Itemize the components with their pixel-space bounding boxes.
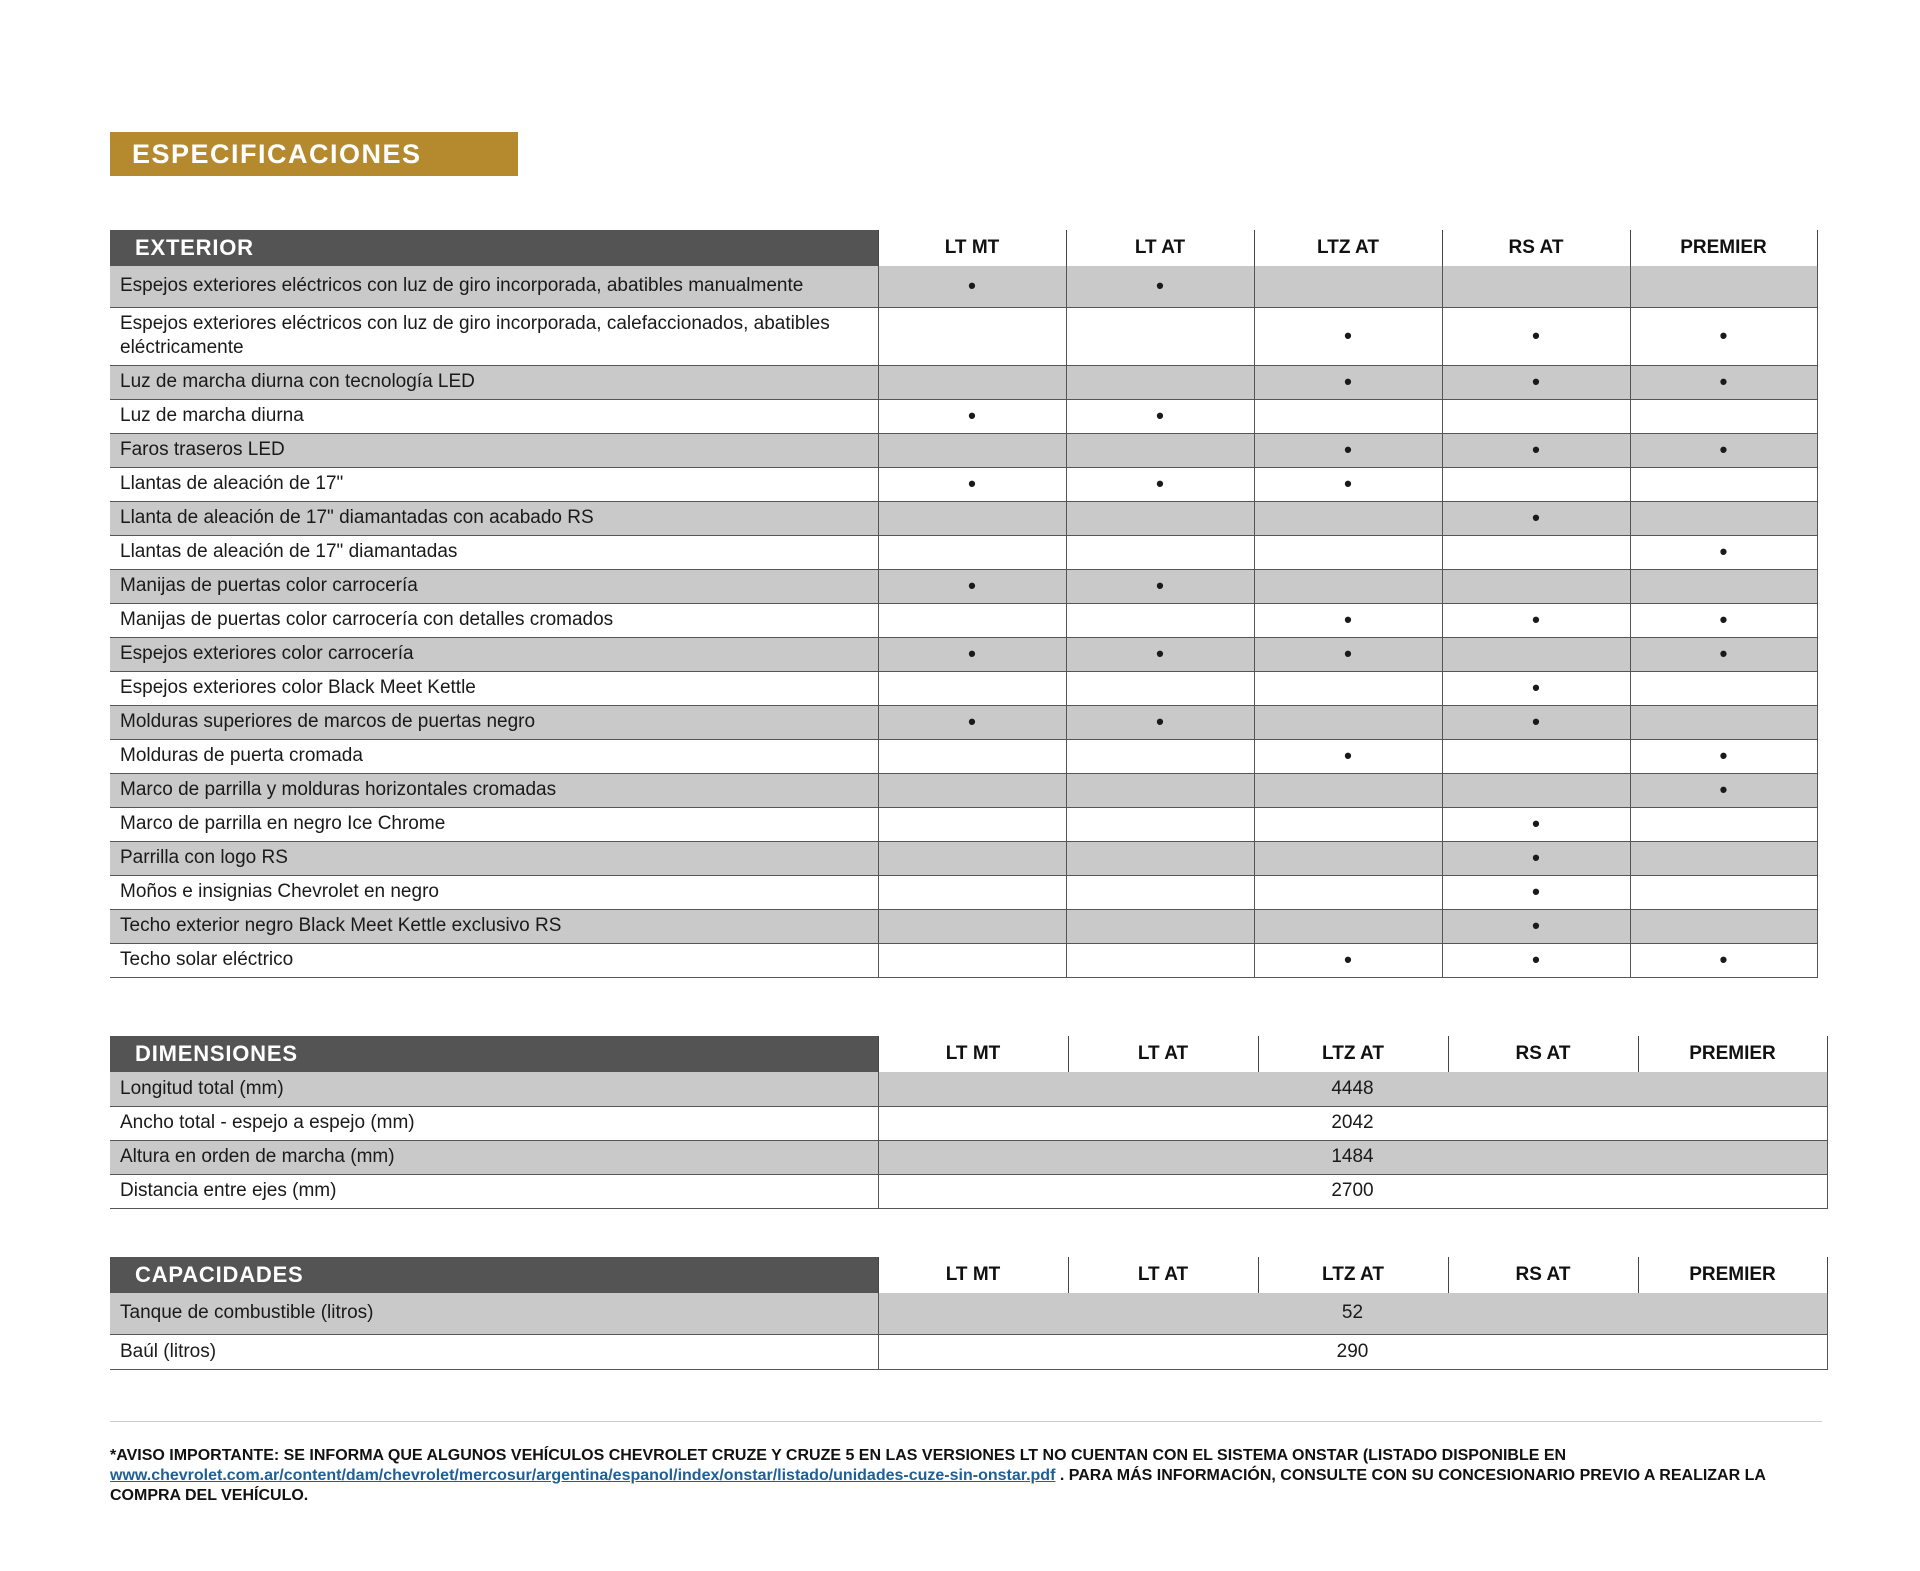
- availability-mark: [1254, 773, 1442, 807]
- availability-mark: •: [878, 705, 1066, 739]
- availability-mark: [1254, 266, 1442, 307]
- dimensiones-header-row: [110, 1036, 1827, 1072]
- table-row: [110, 705, 1817, 739]
- table-row: [110, 909, 1817, 943]
- availability-mark: [1630, 671, 1817, 705]
- availability-mark: •: [1066, 467, 1254, 501]
- table-row: [110, 875, 1817, 909]
- availability-mark: •: [1442, 365, 1630, 399]
- dimension-label: Longitud total (mm): [110, 1072, 878, 1106]
- column-header-lt-at: LT AT: [1068, 1036, 1258, 1072]
- availability-mark: [1630, 266, 1817, 307]
- dimension-value: 1484: [878, 1140, 1827, 1174]
- dimension-label: Distancia entre ejes (mm): [110, 1174, 878, 1208]
- availability-mark: [878, 943, 1066, 977]
- availability-mark: [1066, 365, 1254, 399]
- exterior-title: EXTERIOR: [110, 230, 878, 266]
- availability-mark: •: [1630, 433, 1817, 467]
- column-header-rs-at: RS AT: [1448, 1036, 1638, 1072]
- availability-mark: [1442, 773, 1630, 807]
- column-header-premier: PREMIER: [1630, 230, 1817, 266]
- availability-mark: •: [1630, 535, 1817, 569]
- table-row: [110, 1106, 1827, 1140]
- availability-mark: [1442, 739, 1630, 773]
- feature-label: Techo solar eléctrico: [110, 943, 878, 977]
- capacity-label: Tanque de combustible (litros): [110, 1293, 878, 1334]
- availability-mark: •: [1254, 943, 1442, 977]
- availability-mark: •: [1442, 501, 1630, 535]
- column-header-premier: PREMIER: [1638, 1036, 1827, 1072]
- dimension-value: 2700: [878, 1174, 1827, 1208]
- availability-mark: [878, 909, 1066, 943]
- dimension-value: 2042: [878, 1106, 1827, 1140]
- column-header-lt-at: LT AT: [1068, 1257, 1258, 1293]
- capacity-value: 52: [878, 1293, 1827, 1334]
- onstar-list-link[interactable]: www.chevrolet.com.ar/content/dam/chevrolet/mercosur/argentina/espanol/index/onstar/listado/unidades-cuze-sin-onstar.pdf: [110, 1467, 1056, 1484]
- availability-mark: [1066, 535, 1254, 569]
- table-row: [110, 1293, 1827, 1334]
- availability-mark: [1254, 705, 1442, 739]
- availability-mark: •: [878, 266, 1066, 307]
- availability-mark: •: [1066, 637, 1254, 671]
- availability-mark: [1442, 535, 1630, 569]
- column-header-rs-at: RS AT: [1448, 1257, 1638, 1293]
- exterior-header-row: [110, 230, 1817, 266]
- feature-label: Llantas de aleación de 17": [110, 467, 878, 501]
- section-banner: ESPECIFICACIONES: [110, 132, 518, 176]
- availability-mark: [1066, 501, 1254, 535]
- dimension-label: Altura en orden de marcha (mm): [110, 1140, 878, 1174]
- feature-label: Luz de marcha diurna con tecnología LED: [110, 365, 878, 399]
- availability-mark: •: [1442, 841, 1630, 875]
- capacidades-header-row: [110, 1257, 1827, 1293]
- availability-mark: [1254, 569, 1442, 603]
- availability-mark: •: [1254, 433, 1442, 467]
- availability-mark: •: [1254, 637, 1442, 671]
- dimension-label: Ancho total - espejo a espejo (mm): [110, 1106, 878, 1140]
- important-notice: [110, 1446, 1830, 1506]
- availability-mark: •: [1442, 671, 1630, 705]
- availability-mark: •: [1442, 875, 1630, 909]
- availability-mark: [1254, 807, 1442, 841]
- availability-mark: [878, 739, 1066, 773]
- availability-mark: [1066, 307, 1254, 365]
- availability-mark: [1066, 603, 1254, 637]
- availability-mark: •: [1630, 603, 1817, 637]
- availability-mark: [878, 773, 1066, 807]
- availability-mark: •: [1630, 307, 1817, 365]
- availability-mark: [1630, 841, 1817, 875]
- notice-text-after: . PARA MÁS INFORMACIÓN, CONSULTE CON SU CONCESIONARIO PREVIO A REALIZAR LA COMPRA DEL VEHÍCULO.: [110, 1467, 1766, 1504]
- availability-mark: •: [1442, 705, 1630, 739]
- availability-mark: [1254, 535, 1442, 569]
- table-row: [110, 637, 1817, 671]
- footer-divider: [110, 1421, 1822, 1422]
- dimension-value: 4448: [878, 1072, 1827, 1106]
- availability-mark: •: [1254, 365, 1442, 399]
- exterior-table: [110, 230, 1818, 978]
- availability-mark: [878, 501, 1066, 535]
- table-row: [110, 841, 1817, 875]
- feature-label: Faros traseros LED: [110, 433, 878, 467]
- availability-mark: •: [878, 637, 1066, 671]
- availability-mark: [1066, 739, 1254, 773]
- column-header-lt-mt: LT MT: [878, 230, 1066, 266]
- table-row: [110, 807, 1817, 841]
- feature-label: Llantas de aleación de 17" diamantadas: [110, 535, 878, 569]
- availability-mark: [1442, 399, 1630, 433]
- availability-mark: [1254, 841, 1442, 875]
- feature-label: Manijas de puertas color carrocería con detalles cromados: [110, 603, 878, 637]
- availability-mark: [878, 307, 1066, 365]
- capacity-label: Baúl (litros): [110, 1334, 878, 1369]
- availability-mark: [1442, 467, 1630, 501]
- table-row: [110, 1334, 1827, 1369]
- availability-mark: [1066, 909, 1254, 943]
- availability-mark: •: [1442, 909, 1630, 943]
- feature-label: Molduras de puerta cromada: [110, 739, 878, 773]
- availability-mark: [1442, 266, 1630, 307]
- column-header-lt-mt: LT MT: [878, 1036, 1068, 1072]
- availability-mark: [1066, 943, 1254, 977]
- availability-mark: [1254, 399, 1442, 433]
- availability-mark: •: [1630, 739, 1817, 773]
- availability-mark: •: [1254, 307, 1442, 365]
- feature-label: Parrilla con logo RS: [110, 841, 878, 875]
- availability-mark: [1254, 909, 1442, 943]
- feature-label: Espejos exteriores color carrocería: [110, 637, 878, 671]
- table-row: [110, 1140, 1827, 1174]
- availability-mark: [1442, 569, 1630, 603]
- availability-mark: [878, 807, 1066, 841]
- availability-mark: [1066, 773, 1254, 807]
- table-row: [110, 307, 1817, 365]
- feature-label: Moños e insignias Chevrolet en negro: [110, 875, 878, 909]
- availability-mark: [1630, 807, 1817, 841]
- table-row: [110, 1174, 1827, 1208]
- feature-label: Marco de parrilla y molduras horizontales cromadas: [110, 773, 878, 807]
- availability-mark: [1630, 909, 1817, 943]
- feature-label: Molduras superiores de marcos de puertas negro: [110, 705, 878, 739]
- feature-label: Espejos exteriores color Black Meet Kettle: [110, 671, 878, 705]
- feature-label: Espejos exteriores eléctricos con luz de giro incorporada, abatibles manualmente: [110, 266, 878, 307]
- availability-mark: •: [1066, 705, 1254, 739]
- availability-mark: [878, 433, 1066, 467]
- table-row: [110, 501, 1817, 535]
- availability-mark: [1066, 671, 1254, 705]
- availability-mark: [878, 875, 1066, 909]
- availability-mark: •: [1066, 266, 1254, 307]
- availability-mark: •: [1066, 399, 1254, 433]
- table-row: [110, 773, 1817, 807]
- table-row: [110, 266, 1817, 307]
- availability-mark: •: [1442, 433, 1630, 467]
- availability-mark: [1630, 705, 1817, 739]
- table-row: [110, 943, 1817, 977]
- availability-mark: [1630, 569, 1817, 603]
- feature-label: Luz de marcha diurna: [110, 399, 878, 433]
- availability-mark: [1066, 841, 1254, 875]
- availability-mark: [1254, 501, 1442, 535]
- availability-mark: [1066, 807, 1254, 841]
- table-row: [110, 535, 1817, 569]
- table-row: [110, 603, 1817, 637]
- availability-mark: [1630, 399, 1817, 433]
- column-header-premier: PREMIER: [1638, 1257, 1827, 1293]
- availability-mark: [1442, 637, 1630, 671]
- availability-mark: [878, 841, 1066, 875]
- column-header-ltz-at: LTZ AT: [1254, 230, 1442, 266]
- notice-text-before: *AVISO IMPORTANTE: SE INFORMA QUE ALGUNOS VEHÍCULOS CHEVROLET CRUZE Y CRUZE 5 EN LAS VERSIONES LT NO CUENTAN CON EL SISTEMA ONSTAR (LISTADO DISPONIBLE EN: [110, 1447, 1567, 1464]
- availability-mark: •: [1254, 467, 1442, 501]
- table-row: [110, 433, 1817, 467]
- availability-mark: •: [878, 569, 1066, 603]
- column-header-ltz-at: LTZ AT: [1258, 1036, 1448, 1072]
- table-row: [110, 399, 1817, 433]
- availability-mark: •: [1442, 807, 1630, 841]
- capacidades-title: CAPACIDADES: [110, 1257, 878, 1293]
- table-row: [110, 1072, 1827, 1106]
- feature-label: Espejos exteriores eléctricos con luz de giro incorporada, calefaccionados, abatibles eléctricamente: [110, 307, 878, 365]
- availability-mark: •: [1442, 943, 1630, 977]
- availability-mark: •: [1630, 773, 1817, 807]
- availability-mark: [1630, 501, 1817, 535]
- capacity-value: 290: [878, 1334, 1827, 1369]
- availability-mark: •: [1066, 569, 1254, 603]
- dimensiones-table: [110, 1036, 1828, 1209]
- availability-mark: [1254, 671, 1442, 705]
- dimensiones-title: DIMENSIONES: [110, 1036, 878, 1072]
- availability-mark: •: [1630, 943, 1817, 977]
- feature-label: Manijas de puertas color carrocería: [110, 569, 878, 603]
- feature-label: Marco de parrilla en negro Ice Chrome: [110, 807, 878, 841]
- availability-mark: •: [1442, 603, 1630, 637]
- availability-mark: [1630, 875, 1817, 909]
- column-header-lt-at: LT AT: [1066, 230, 1254, 266]
- availability-mark: [878, 535, 1066, 569]
- availability-mark: [1066, 875, 1254, 909]
- availability-mark: [1066, 433, 1254, 467]
- table-row: [110, 467, 1817, 501]
- table-row: [110, 739, 1817, 773]
- column-header-lt-mt: LT MT: [878, 1257, 1068, 1293]
- availability-mark: •: [1630, 637, 1817, 671]
- availability-mark: [1254, 875, 1442, 909]
- availability-mark: [1630, 467, 1817, 501]
- table-row: [110, 365, 1817, 399]
- availability-mark: •: [1630, 365, 1817, 399]
- feature-label: Llanta de aleación de 17" diamantadas con acabado RS: [110, 501, 878, 535]
- availability-mark: [878, 671, 1066, 705]
- availability-mark: •: [878, 399, 1066, 433]
- table-row: [110, 569, 1817, 603]
- feature-label: Techo exterior negro Black Meet Kettle exclusivo RS: [110, 909, 878, 943]
- availability-mark: •: [1254, 603, 1442, 637]
- availability-mark: [878, 603, 1066, 637]
- availability-mark: •: [878, 467, 1066, 501]
- column-header-ltz-at: LTZ AT: [1258, 1257, 1448, 1293]
- capacidades-table: [110, 1257, 1828, 1370]
- table-row: [110, 671, 1817, 705]
- availability-mark: •: [1254, 739, 1442, 773]
- availability-mark: [878, 365, 1066, 399]
- column-header-rs-at: RS AT: [1442, 230, 1630, 266]
- availability-mark: •: [1442, 307, 1630, 365]
